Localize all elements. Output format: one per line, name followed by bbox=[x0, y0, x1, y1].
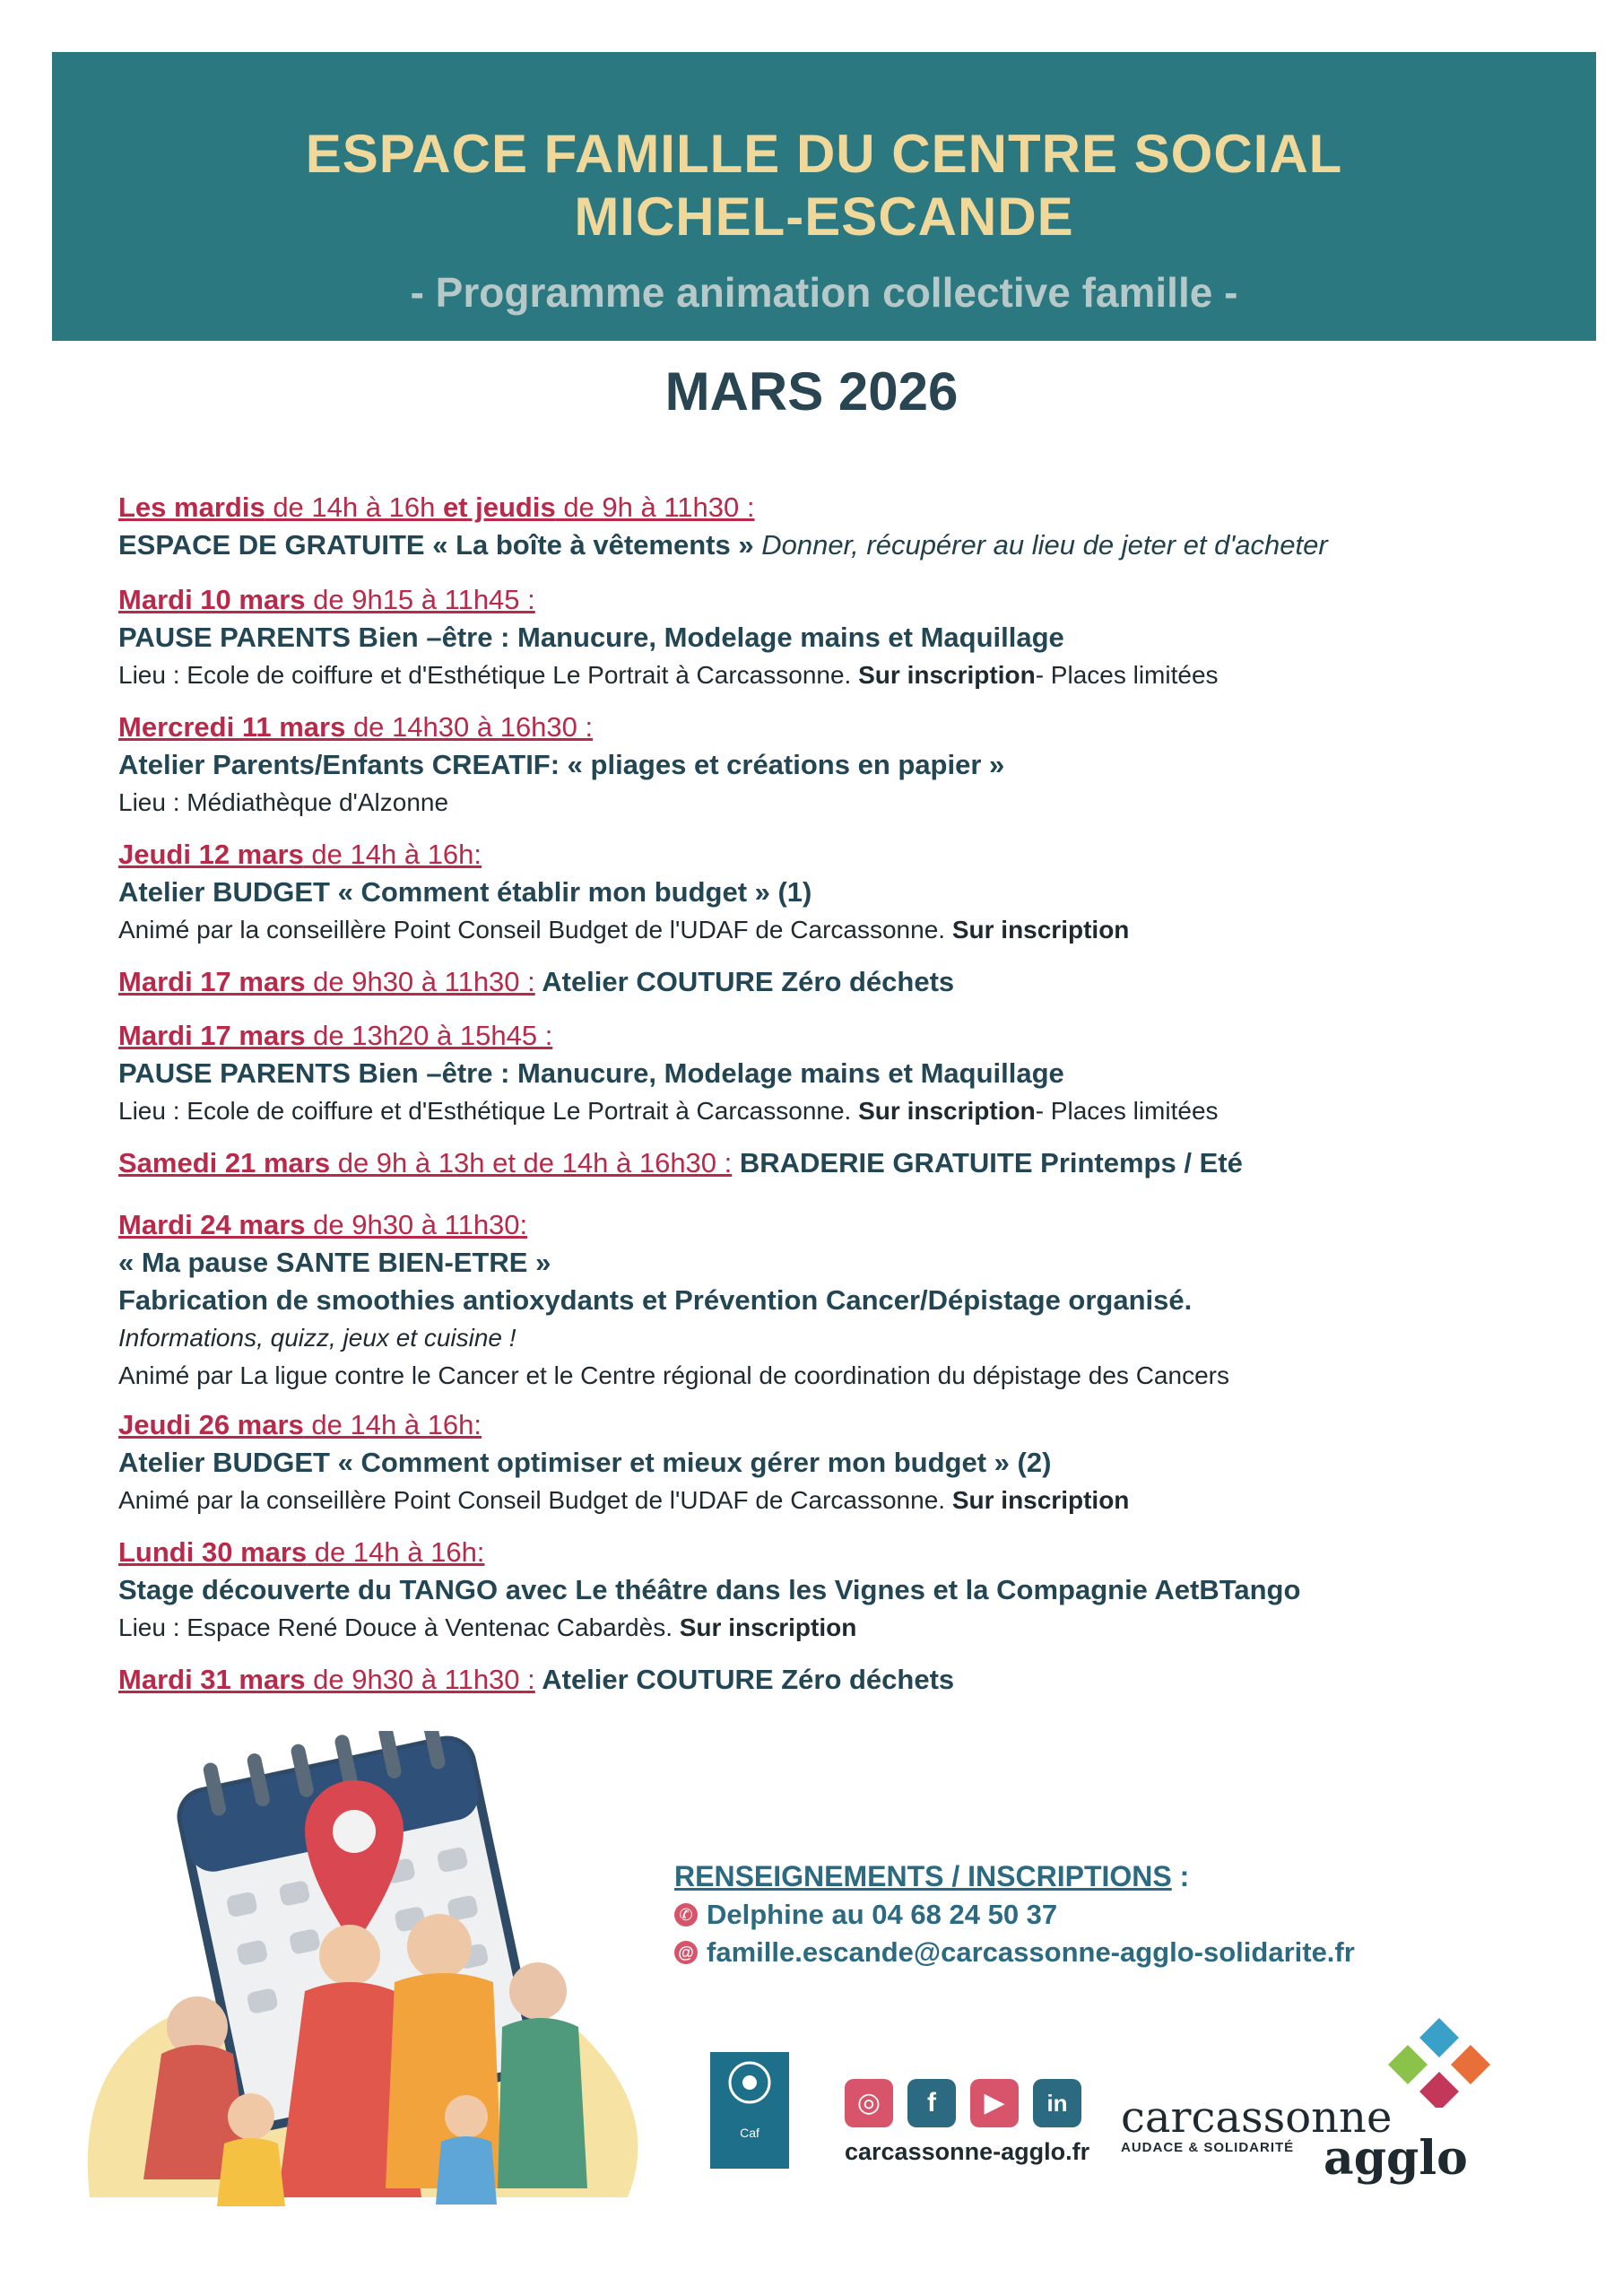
event-item bbox=[118, 1406, 1535, 1519]
event-date: Mardi 17 mars bbox=[118, 966, 306, 997]
event-time: de 13h20 à 15h45 : bbox=[305, 1020, 553, 1051]
event-title: Atelier BUDGET « Comment optimiser et mieux gérer mon budget » (2) bbox=[118, 1447, 1052, 1478]
event-time: de 14h30 à 16h30 : bbox=[345, 711, 594, 743]
event-title: « Ma pause SANTE BIEN-ETRE » bbox=[118, 1247, 551, 1278]
contact-email-row bbox=[674, 1934, 1481, 1971]
event-date: Mardi 10 mars bbox=[118, 584, 306, 615]
caf-logo-text: Caf bbox=[740, 2126, 759, 2140]
phone-icon: ✆ bbox=[674, 1903, 698, 1926]
caf-emblem-icon bbox=[710, 2052, 789, 2115]
event-item bbox=[118, 1017, 1535, 1130]
contact-phone[interactable]: Delphine au 04 68 24 50 37 bbox=[707, 1899, 1058, 1930]
event-italic-note: Informations, quizz, jeux et cuisine ! bbox=[118, 1324, 516, 1352]
event-item bbox=[118, 963, 1535, 1001]
event-date: Jeudi 26 mars bbox=[118, 1409, 304, 1440]
linkedin-icon[interactable]: in bbox=[1033, 2079, 1081, 2127]
header-title-line1: ESPACE FAMILLE DU CENTRE SOCIAL bbox=[305, 124, 1343, 184]
event-date: Samedi 21 mars bbox=[118, 1147, 331, 1178]
caf-logo bbox=[710, 2052, 789, 2169]
event-location: Lieu : Médiathèque d'Alzonne bbox=[118, 788, 449, 816]
event-title: ESPACE DE GRATUITE « La boîte à vêtements » bbox=[118, 529, 762, 561]
event-date: Les mardis bbox=[118, 491, 265, 523]
event-item bbox=[118, 1661, 1535, 1699]
event-location: Lieu : Ecole de coiffure et d'Esthétique Le Portrait à Carcassonne. bbox=[118, 661, 859, 689]
event-registration: Sur inscription bbox=[951, 1486, 1130, 1514]
event-item bbox=[118, 1144, 1535, 1182]
event-time-2: de 9h à 11h30 : bbox=[555, 491, 755, 523]
contact-heading-colon: : bbox=[1171, 1860, 1190, 1892]
event-time: de 9h30 à 11h30 : bbox=[305, 1664, 535, 1695]
event-time: de 14h à 16h: bbox=[303, 839, 482, 870]
event-title: PAUSE PARENTS Bien –être : Manucure, Modelage mains et Maquillage bbox=[118, 622, 1064, 653]
event-title: Atelier Parents/Enfants CREATIF: « pliages et créations en papier » bbox=[118, 749, 1005, 780]
contact-block bbox=[674, 1857, 1481, 1971]
carcassonne-agglo-logo bbox=[1121, 2092, 1468, 2186]
event-date: Jeudi 12 mars bbox=[118, 839, 304, 870]
contact-heading: RENSEIGNEMENTS / INSCRIPTIONS bbox=[674, 1860, 1172, 1892]
event-location: Lieu : Espace René Douce à Ventenac Cabardès. bbox=[118, 1613, 680, 1641]
event-time: de 9h30 à 11h30: bbox=[305, 1209, 528, 1240]
event-description: Animé par la conseillère Point Conseil Budget de l'UDAF de Carcassonne. bbox=[118, 1486, 952, 1514]
event-description: Animé par la conseillère Point Conseil Budget de l'UDAF de Carcassonne. bbox=[118, 916, 952, 944]
event-description: Animé par La ligue contre le Cancer et le Centre régional de coordination du dépistage des Cancers bbox=[118, 1361, 1229, 1389]
event-time: de 9h à 13h et de 14h à 16h30 : bbox=[330, 1147, 733, 1178]
agglo-tagline: AUDACE & SOLIDARITÉ bbox=[1121, 2140, 1295, 2155]
event-registration: Sur inscription bbox=[858, 661, 1036, 689]
event-title: Atelier COUTURE Zéro déchets bbox=[534, 1664, 955, 1695]
event-date: Mardi 31 mars bbox=[118, 1664, 306, 1695]
social-icons bbox=[845, 2079, 1081, 2127]
event-title: Atelier COUTURE Zéro déchets bbox=[534, 966, 955, 997]
instagram-icon[interactable]: ◎ bbox=[845, 2079, 893, 2127]
event-item bbox=[118, 581, 1535, 694]
event-date: Mardi 24 mars bbox=[118, 1209, 306, 1240]
header-title-line2: MICHEL-ESCANDE bbox=[574, 187, 1074, 247]
youtube-icon[interactable]: ▶ bbox=[970, 2079, 1019, 2127]
agglo-diamonds-icon bbox=[1372, 2018, 1506, 2108]
website-link[interactable]: carcassonne-agglo.fr bbox=[845, 2138, 1090, 2165]
event-note: - Places limitées bbox=[1035, 1097, 1219, 1125]
event-date-2: et jeudis bbox=[442, 491, 556, 523]
agglo-name: carcassonne bbox=[1121, 2092, 1393, 2143]
event-subtitle: Fabrication de smoothies antioxydants et Prévention Cancer/Dépistage organisé. bbox=[118, 1284, 1193, 1316]
event-date: Lundi 30 mars bbox=[118, 1536, 308, 1568]
event-date: Mercredi 11 mars bbox=[118, 711, 346, 743]
event-item bbox=[118, 1206, 1535, 1395]
event-title: Stage découverte du TANGO avec Le théâtre dans les Vignes et la Compagnie AetBTango bbox=[118, 1574, 1301, 1605]
event-item bbox=[118, 709, 1535, 822]
event-location: Lieu : Ecole de coiffure et d'Esthétique Le Portrait à Carcassonne. bbox=[118, 1097, 859, 1125]
event-note: - Places limitées bbox=[1035, 661, 1219, 689]
month-title: MARS 2026 bbox=[664, 361, 959, 422]
at-icon: @ bbox=[674, 1941, 698, 1964]
contact-email[interactable]: famille.escande@carcassonne-agglo-solidarite.fr bbox=[707, 1936, 1355, 1968]
contact-phone-row bbox=[674, 1896, 1481, 1934]
header-subtitle: - Programme animation collective famille - bbox=[410, 269, 1238, 316]
event-date: Mardi 17 mars bbox=[118, 1020, 306, 1051]
agglo-name-2: agglo bbox=[1324, 2131, 1468, 2186]
event-time: de 14h à 16h bbox=[265, 491, 443, 523]
event-registration: Sur inscription bbox=[858, 1097, 1036, 1125]
event-item bbox=[118, 489, 1535, 564]
event-time: de 9h15 à 11h45 : bbox=[305, 584, 535, 615]
event-registration: Sur inscription bbox=[951, 916, 1130, 944]
header-banner bbox=[52, 52, 1596, 341]
event-title-italic: Donner, récupérer au lieu de jeter et d'acheter bbox=[761, 529, 1328, 561]
event-registration: Sur inscription bbox=[679, 1613, 857, 1641]
facebook-icon[interactable]: f bbox=[907, 2079, 956, 2127]
event-title: BRADERIE GRATUITE Printemps / Eté bbox=[732, 1147, 1243, 1178]
event-time: de 14h à 16h: bbox=[307, 1536, 485, 1568]
event-title: PAUSE PARENTS Bien –être : Manucure, Modelage mains et Maquillage bbox=[118, 1057, 1064, 1089]
event-item bbox=[118, 836, 1535, 949]
event-title: Atelier BUDGET « Comment établir mon budget » (1) bbox=[118, 876, 812, 908]
event-item bbox=[118, 1534, 1535, 1647]
event-time: de 14h à 16h: bbox=[303, 1409, 482, 1440]
family-calendar-illustration bbox=[36, 1731, 664, 2233]
event-time: de 9h30 à 11h30 : bbox=[305, 966, 535, 997]
